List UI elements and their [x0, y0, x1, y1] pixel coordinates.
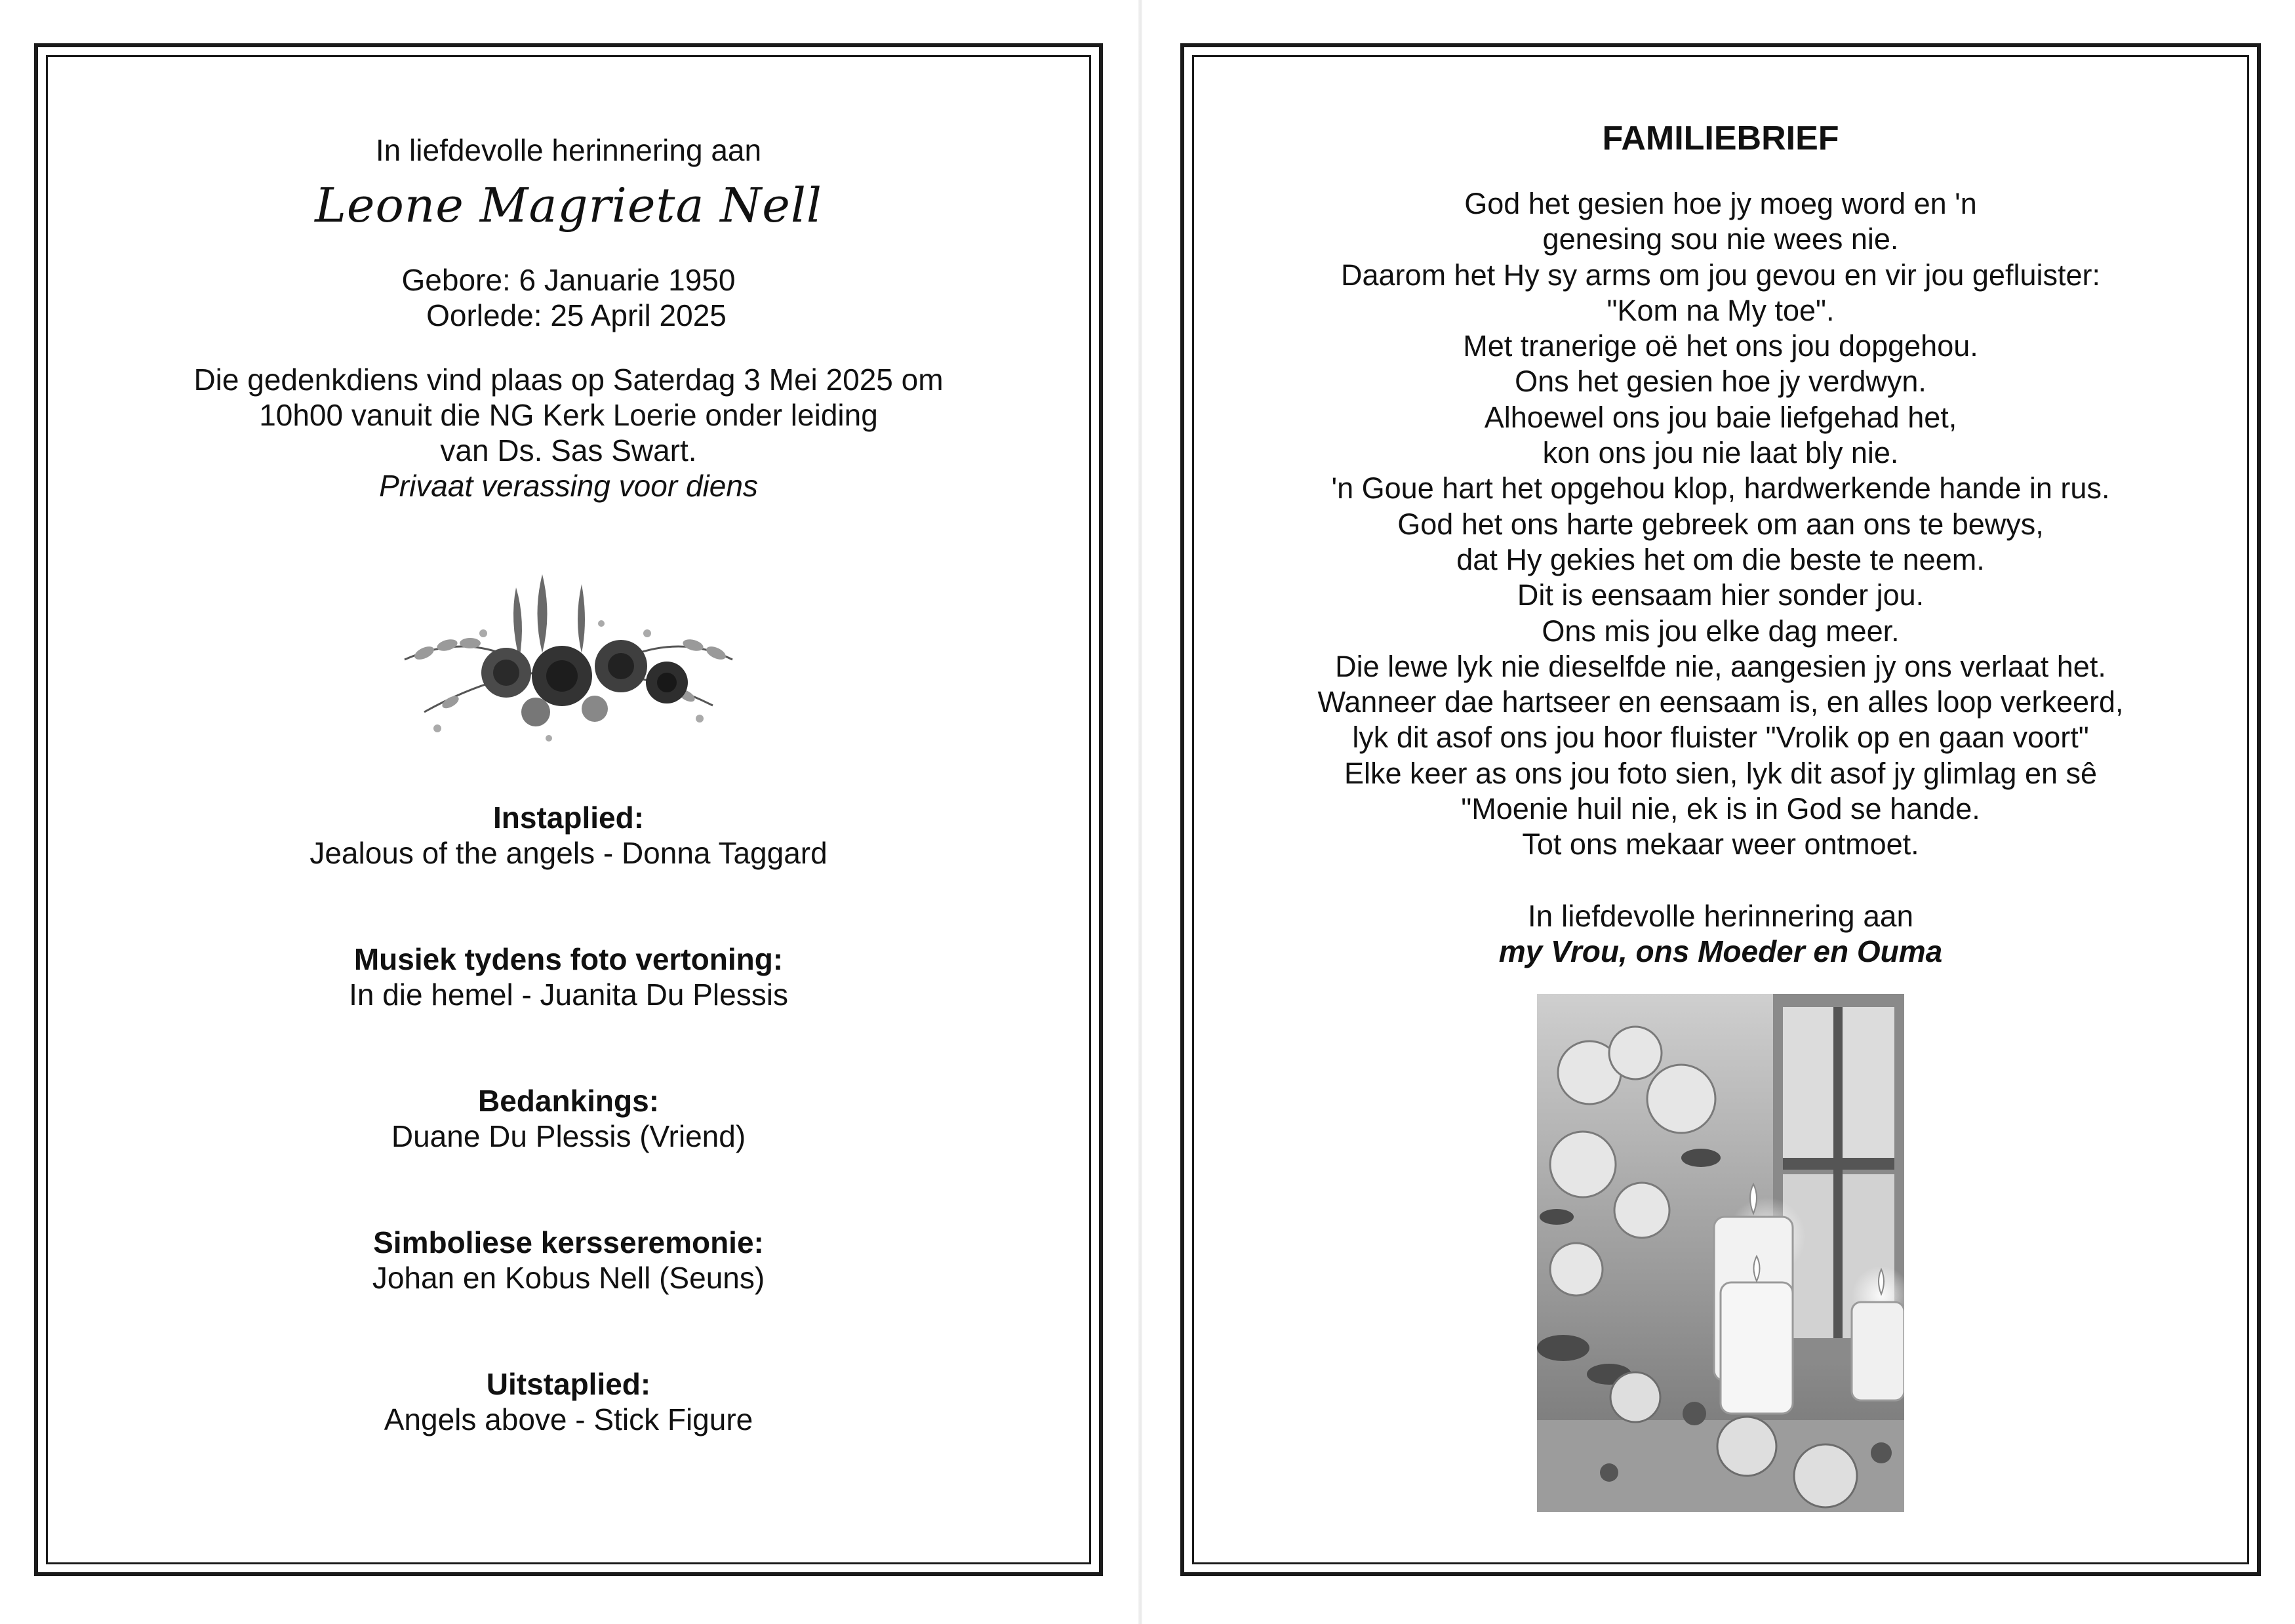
private-note: Privaat verassing voor diens [379, 469, 758, 503]
poem-line: Ons mis jou elke dag meer. [1542, 614, 1900, 648]
poem-line: dat Hy gekies het om die beste te neem. [1456, 542, 1985, 576]
service-line-2: 10h00 vanuit die NG Kerk Loerie onder leiding [259, 398, 878, 432]
program-title-thanks: Bedankings: [477, 1084, 660, 1118]
poem-line: "Moenie huil nie, ek is in God se hande. [1461, 792, 1980, 826]
deceased-name: Leone Magrieta Nell [315, 178, 822, 233]
poem-line: 'n Goue hart het opgehou klop, hardwerkende hande in rus. [1331, 471, 2110, 505]
poem-line: Alhoewel ons jou baie liefgehad het, [1484, 400, 1957, 434]
memorial-intro: In liefdevolle herinnering aan [375, 133, 762, 167]
page-fold [1138, 0, 1142, 1624]
program-detail-candle-ceremony: Johan en Kobus Nell (Seuns) [372, 1261, 765, 1295]
death-date: Oorlede: 25 April 2025 [426, 298, 727, 332]
closing-relation: my Vrou, ons Moeder en Ouma [1498, 934, 1943, 968]
candles-photo-icon [1537, 994, 1904, 1512]
flowers-icon [385, 561, 752, 758]
service-line-1: Die gedenkdiens vind plaas op Saterdag 3 Mei 2025 om [193, 363, 944, 397]
poem-line: kon ons jou nie laat bly nie. [1542, 436, 1899, 470]
left-page-content [46, 55, 1091, 1437]
poem-line: Ons het gesien hoe jy verdwyn. [1515, 365, 1926, 399]
program-detail-thanks: Duane Du Plessis (Vriend) [391, 1119, 746, 1153]
program-detail-exit: Angels above - Stick Figure [384, 1402, 753, 1436]
poem-line: Dit is eensaam hier sonder jou. [1517, 578, 1925, 612]
poem-line: lyk dit asof ons jou hoor fluister "Vrolik op en gaan voort" [1352, 721, 2089, 755]
program-title-entrance: Instaplied: [492, 801, 645, 835]
program-detail-entrance: Jealous of the angels - Donna Taggard [309, 836, 828, 870]
program-title-exit: Uitstaplied: [486, 1367, 651, 1401]
birth-date: Gebore: 6 Januarie 1950 [401, 263, 736, 297]
program-title-music: Musiek tydens foto vertoning: [353, 942, 784, 976]
poem-line: Daarom het Hy sy arms om jou gevou en vir jou gefluister: [1341, 258, 2100, 292]
family-letter-heading: FAMILIEBRIEF [1602, 119, 1839, 157]
poem-line: Wanneer dae hartseer en eensaam is, en alles loop verkeerd, [1317, 685, 2124, 719]
poem-line: Met tranerige oë het ons jou dopgehou. [1463, 329, 1978, 363]
poem-line: God het ons harte gebreek om aan ons te bewys, [1397, 507, 2044, 541]
poem-line: Tot ons mekaar weer ontmoet. [1522, 827, 1919, 862]
program-title-candle-ceremony: Simboliese kersseremonie: [373, 1225, 764, 1259]
program-detail-music: In die hemel - Juanita Du Plessis [349, 978, 788, 1012]
poem-line: genesing sou nie wees nie. [1542, 222, 1899, 256]
poem-line: Elke keer as ons jou foto sien, lyk dit asof jy glimlag en sê [1344, 756, 2098, 790]
poem-line: Die lewe lyk nie dieselfde nie, aangesien jy ons verlaat het. [1335, 649, 2106, 683]
right-page-content [1192, 55, 2249, 1512]
poem-line: "Kom na My toe". [1606, 293, 1835, 327]
family-letter-poem [1192, 186, 2249, 863]
poem-line: God het gesien hoe jy moeg word en 'n [1464, 187, 1977, 220]
closing-intro: In liefdevolle herinnering aan [1527, 898, 1914, 933]
service-line-3: van Ds. Sas Swart. [440, 433, 697, 467]
